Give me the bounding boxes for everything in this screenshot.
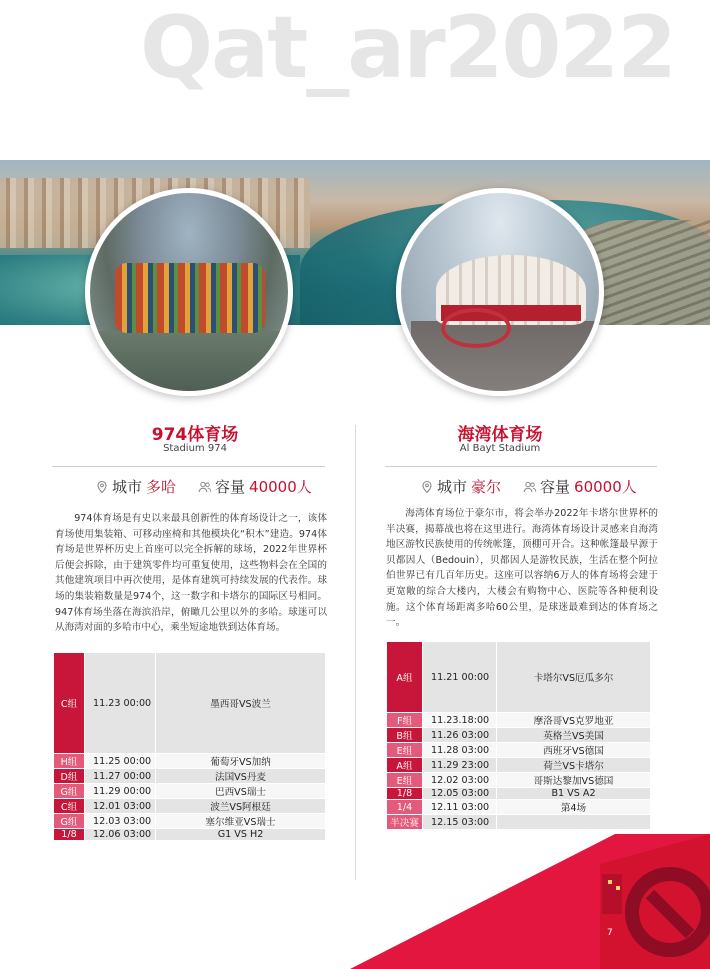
column-divider [355,425,356,880]
city-label: 城市 [112,478,143,496]
people-icon [198,480,212,494]
group-cell: A组 [387,642,423,713]
datetime-cell: 12.15 03:00 [423,815,497,830]
group-cell: 1/8 [387,788,423,800]
stadium-974-subtitle: Stadium 974 [163,443,227,454]
table-row [54,829,326,841]
datetime-cell: 11.29 00:00 [85,784,156,799]
match-cell [497,815,651,830]
location-pin-icon [95,480,109,494]
divider-line [52,466,325,467]
match-cell: 波兰VS阿根廷 [156,799,326,814]
table-row [54,769,326,784]
group-cell: H组 [54,754,85,769]
table-row [54,653,326,754]
table-row [54,814,326,829]
group-cell: 1/4 [387,800,423,815]
match-cell: 巴西VS瑞士 [156,784,326,799]
people-icon [523,480,537,494]
match-cell: 英格兰VS美国 [497,728,651,743]
al-bayt-meta [420,476,637,497]
table-row [387,758,651,773]
table-row [387,800,651,815]
table-row [54,784,326,799]
header-watermark-title: Qat_ar2022 [140,0,676,98]
match-cell: B1 VS A2 [497,788,651,800]
table-row [387,728,651,743]
match-cell: 第4场 [497,800,651,815]
group-cell: D组 [54,769,85,784]
datetime-cell: 12.01 03:00 [85,799,156,814]
group-cell: A组 [387,758,423,773]
datetime-cell: 11.26 03:00 [423,728,497,743]
table-row [54,754,326,769]
group-cell: E组 [387,743,423,758]
table-row [387,815,651,830]
datetime-cell: 12.11 03:00 [423,800,497,815]
group-cell: G组 [54,814,85,829]
match-cell: 葡萄牙VS加纳 [156,754,326,769]
stadium-974-photo [85,188,293,396]
group-cell: C组 [54,799,85,814]
group-cell: 1/8 [54,829,85,841]
group-cell: G组 [54,784,85,799]
datetime-cell: 12.05 03:00 [423,788,497,800]
al-bayt-title: 海湾体育场 [457,425,543,445]
city-value: 多哈 [146,478,177,496]
match-cell: 塞尔维亚VS瑞士 [156,814,326,829]
datetime-cell: 11.29 23:00 [423,758,497,773]
match-cell: 西班牙VS德国 [497,743,651,758]
page-number: 7 [607,928,613,938]
datetime-cell: 12.06 03:00 [85,829,156,841]
al-bayt-subtitle: Al Bayt Stadium [459,443,541,454]
datetime-cell: 12.03 03:00 [85,814,156,829]
match-cell: 荷兰VS卡塔尔 [497,758,651,773]
table-row [387,773,651,788]
stadium-974-schedule-table [53,652,326,841]
match-cell: 哥斯达黎加VS德国 [497,773,651,788]
capacity-label: 容量 [215,478,246,496]
table-row [54,799,326,814]
location-pin-icon [420,480,434,494]
al-bayt-stadium-photo [396,188,604,396]
group-cell: C组 [54,653,85,754]
capacity-value: 40000人 [249,478,312,496]
capacity-value: 60000人 [574,478,637,496]
stadium-974-meta [95,476,312,497]
city-label: 城市 [437,478,468,496]
datetime-cell: 11.27 00:00 [85,769,156,784]
match-cell: 卡塔尔VS厄瓜多尔 [497,642,651,713]
decorative-corner-graphic [350,834,710,969]
al-bayt-schedule-table [386,641,651,830]
group-cell: E组 [387,773,423,788]
stadium-974-description: 974体育场是有史以来最具创新性的体育场设计之一，该体育场使用集装箱、可移动座椅和其他模块化“积木”建造。974体育场是世界杯历史上首座可以完全拆解的球场，2022年世界杯后便会拆除，由于建筑零件均可重复使用，这些物料会在全国的其他建筑项目中再次使用，是体育建筑可持续发展的代表作。球场的集装箱数量是974个，这一数字和卡塔尔的国际区号相同。947体育场坐落在海滨沿岸，俯瞰几公里以外的多哈。球迷可以从海湾对面的多哈市中心，乘坐短途地铁到达体育场。 [55,513,327,634]
group-cell: 半决赛 [387,815,423,830]
divider-line [385,466,657,467]
match-cell: G1 VS H2 [156,829,326,841]
datetime-cell: 11.21 00:00 [423,642,497,713]
city-value: 豪尔 [471,478,502,496]
table-row [387,642,651,713]
match-cell: 法国VS丹麦 [156,769,326,784]
stadium-974-title: 974体育场 [151,425,239,445]
table-row [387,713,651,728]
datetime-cell: 12.02 03:00 [423,773,497,788]
al-bayt-description: 海湾体育场位于豪尔市，将会举办2022年卡塔尔世界杯的半决赛，揭幕战也将在这里进行。海湾体育场设计灵感来自海湾地区游牧民族使用的传统帐篷，顶棚可开合。这种帐篷最早源于贝都因人（Bedouin），贝都因人是游牧民族，生活在整个阿拉伯世界已有几百年历史。这座可以容纳6万人的体育场将会建于更宽敞的综合大楼内，大楼会有购物中心、医院等各种便利设施。这个体育场距离多哈60公里，是球迷最难到达的体育场之一。 [386,508,658,629]
datetime-cell: 11.25 00:00 [85,754,156,769]
match-cell: 摩洛哥VS克罗地亚 [497,713,651,728]
table-row [387,743,651,758]
match-cell: 墨西哥VS波兰 [156,653,326,754]
datetime-cell: 11.23.18:00 [423,713,497,728]
datetime-cell: 11.28 03:00 [423,743,497,758]
table-row [387,788,651,800]
group-cell: F组 [387,713,423,728]
datetime-cell: 11.23 00:00 [85,653,156,754]
group-cell: B组 [387,728,423,743]
capacity-label: 容量 [540,478,571,496]
